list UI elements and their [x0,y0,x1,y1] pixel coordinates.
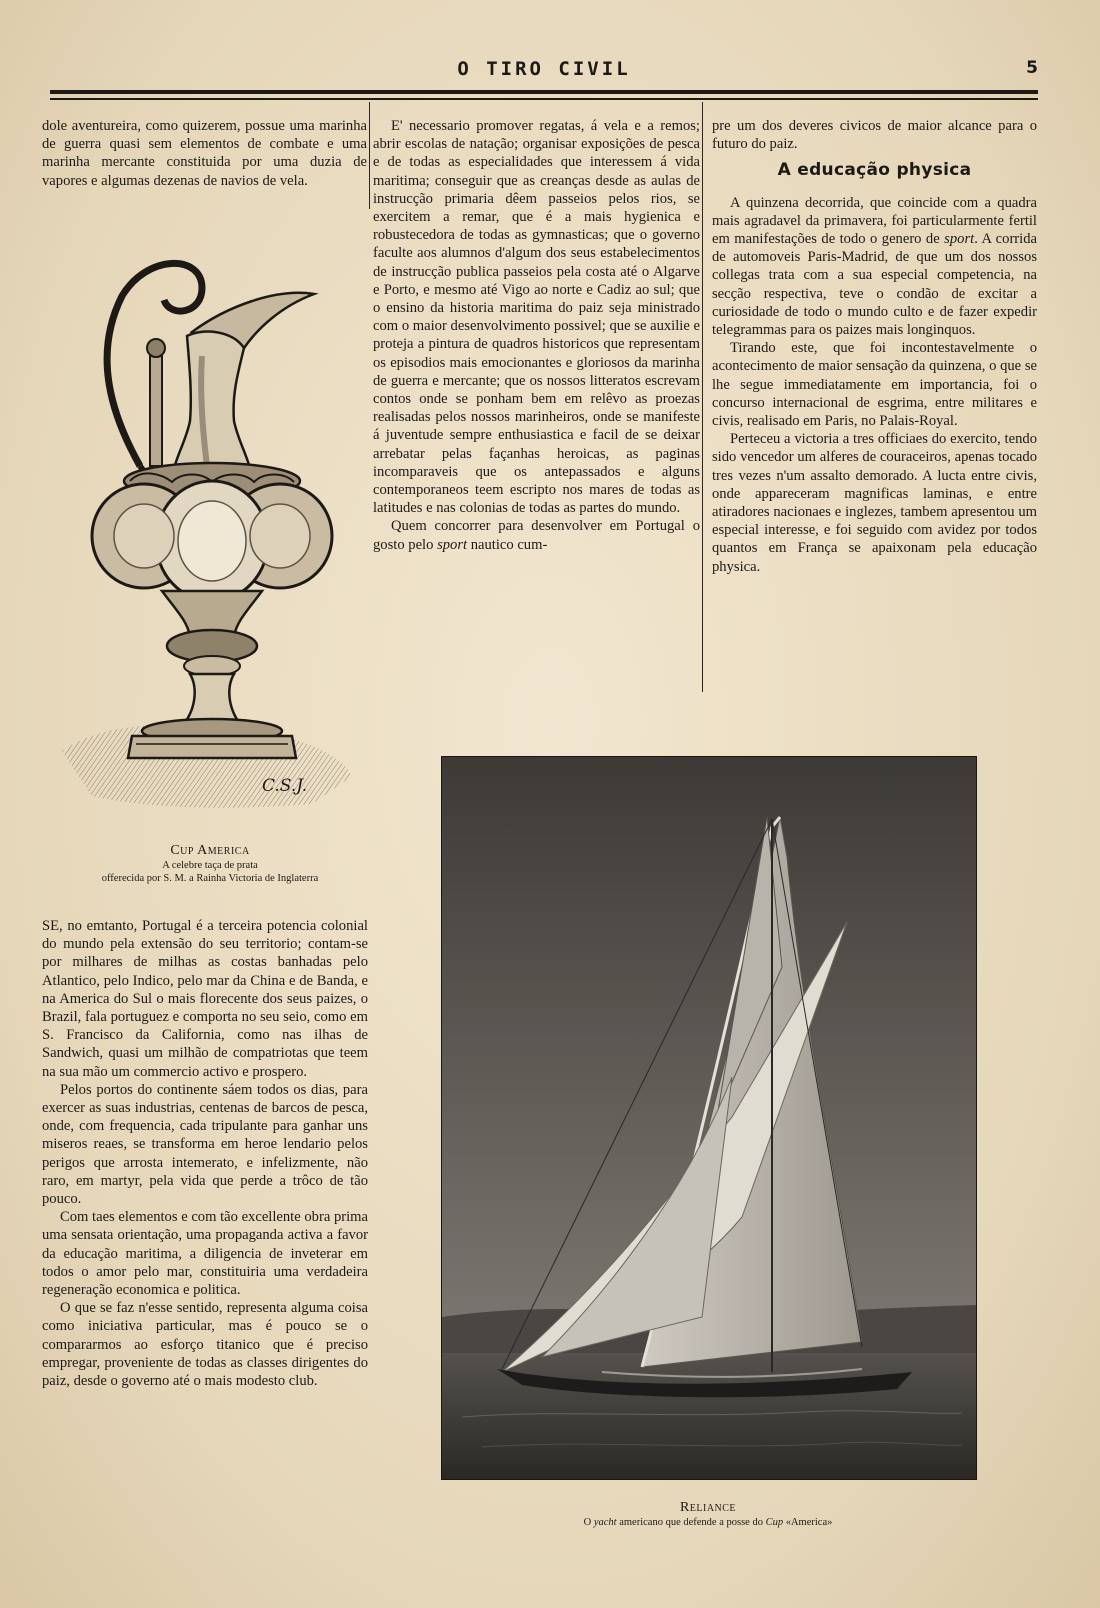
reliance-yacht-photo [441,756,977,1480]
paragraph: pre um dos deveres civicos de maior alcance para o futuro do paiz. [712,118,1037,153]
paragraph: O que se faz n'esse sentido, representa alguma coisa como iniciativa particular, mas é pouco se o compararmos ao esforço titanico que é preciso empregar, proveniente de todas as classes dirigentes do paiz, desde o governo até o mais modesto club. [42,1300,368,1390]
paragraph: A quinzena decorrida, que coincide com a quadra mais agradavel da primavera, foi particularmente fertil em manifestações de todo o genero de sport. A corrida de automoveis Paris-Madrid, de que um dos nossos collegas trata com a sua especial competencia, na secção respectiva, teve o condão de excitar a curiosidade de todo o mundo culto e de fazer expedir telegrammas para os paizes mais longinquos. [712,194,1037,339]
column-3 [712,117,1037,576]
reliance-caption [441,1500,975,1529]
figure-title: Reliance [679,1500,737,1515]
figure-title: Cup America [170,843,250,858]
cup-america-caption [52,843,368,885]
column-divider-2 [702,102,703,692]
yacht-illustration [442,757,976,1479]
column-2 [373,117,700,554]
header-rule-thick [50,90,1038,94]
column-1-bottom [42,917,368,1390]
paragraph: SE, no emtanto, Portugal é a terceira potencia colonial do mundo pela extensão do seu territorio; contam-se por milhares de milhas as costas banhadas pelo Atlantico, pelo Indico, pelo mar da China e de Banda, e na America do Sul o mais florecente dos seus paizes, o Brazil, fala portuguez e comporta no seu seio, como em S. Francisco da California, como nas ilhas de Sandwich, quasi um milhão de compatriotas que teem na sua mão um commercio activo e prospero. [42,918,368,1080]
header-rule-thin [50,98,1038,100]
paragraph: E' necessario promover regatas, á vela e a remos; abrir escolas de natação; organisar exposições de pesca e de todas as especialidades que interessem á vida maritima; conseguir que as creanças desde as aulas de instrucção primaria dêem passeios pelos rios, se exercitem a remar, que é a mais hygienica e robustecedora de todas as gymnasticas; que o governo faculte aos alumnos d'algum dos seus estabelecimentos de instrucção publica passeios pela costa até o Algarve e Porto, e mesmo até Vigo ao norte e Cadiz ao sul; que o ensino da historia maritima do paiz seja ministrado com o maior desenvolvimento possivel; que se auxilie e proteja a pintura de quadros historicos que representam os episodios mais emocionantes e gloriosos da marinha de guerra e mercante; que os nossos litteratos escrevam contos onde se ponham bem em relêvo as proezas realisadas pelos nossos marinheiros, onde se manifeste á juventude sempre enthusiastica e facil de se deixar arrebatar pelas façanhas heroicas, as paginas incomparaveis que os antepassados e alguns contemporaneos teem escripto nos mares de todas as latitudes e nas colonias de todas as partes do mundo. [373,118,700,517]
newspaper-title: O TIRO CIVIL [457,58,631,80]
figure-caption-line: A celebre taça de prata [162,860,258,871]
paragraph: Quem concorrer para desenvolver em Portugal o gosto pelo sport nautico cum- [373,518,700,553]
figure-caption-line: O yacht americano que defende a posse do Cup «America» [583,1517,833,1528]
paragraph: Com taes elementos e com tão excellente obra prima uma sensata orientação, uma propaganda activa a favor da educação maritima, a diligencia de inveterar em todos o amor pelo mar, constituiria uma verdadeira regeneração economica e politica. [42,1209,368,1299]
engraving-signature: C.S.J. [262,776,308,796]
paragraph: Tirando este, que foi incontestavelmente o acontecimento de maior sensação da quinzena, o que se lhe segue immediatamente em importancia, foi o concurso internacional de esgrima, entre militares e civis, realisado em Paris, no Palais-Royal. [712,340,1037,430]
cup-america-engraving [52,236,368,824]
section-heading: A educação physica [777,160,972,181]
column-divider-1 [369,102,370,209]
paragraph: dole aventureira, como quizerem, possue uma marinha de guerra quasi sem elementos de combate e uma marinha mercante constituida por uma duzia de vapores e algumas dezenas de navios de vela. [42,118,367,189]
paragraph: Perteceu a victoria a tres officiaes do exercito, tendo sido vencedor um alferes de couraceiros, apenas tocado tres vezes n'um assalto demorado. A lucta entre civis, onde appareceram magnificas laminas, e entre atiradores nacionaes e inglezes, tambem apresentou um especial interesse, e foi seguido com avidez por todos quantos em França se apaixonam pela educação physica. [712,431,1037,575]
paragraph: Pelos portos do continente sáem todos os dias, para exercer as suas industrias, centenas de barcos de pesca, onde, com frequencia, cada tripulante para ganhar uns miseros reaes, se transforma em heroe lendario pelos perigos que arrosta intemerato, e infelizmente, não raro, em martyr, pela vida que perde a trôco de tão pouco. [42,1081,368,1208]
page-number: 5 [1026,58,1038,78]
masthead [50,58,1038,84]
column-1-top [42,117,367,190]
figure-caption-line: offerecida por S. M. a Rainha Victoria de Inglaterra [101,873,319,884]
